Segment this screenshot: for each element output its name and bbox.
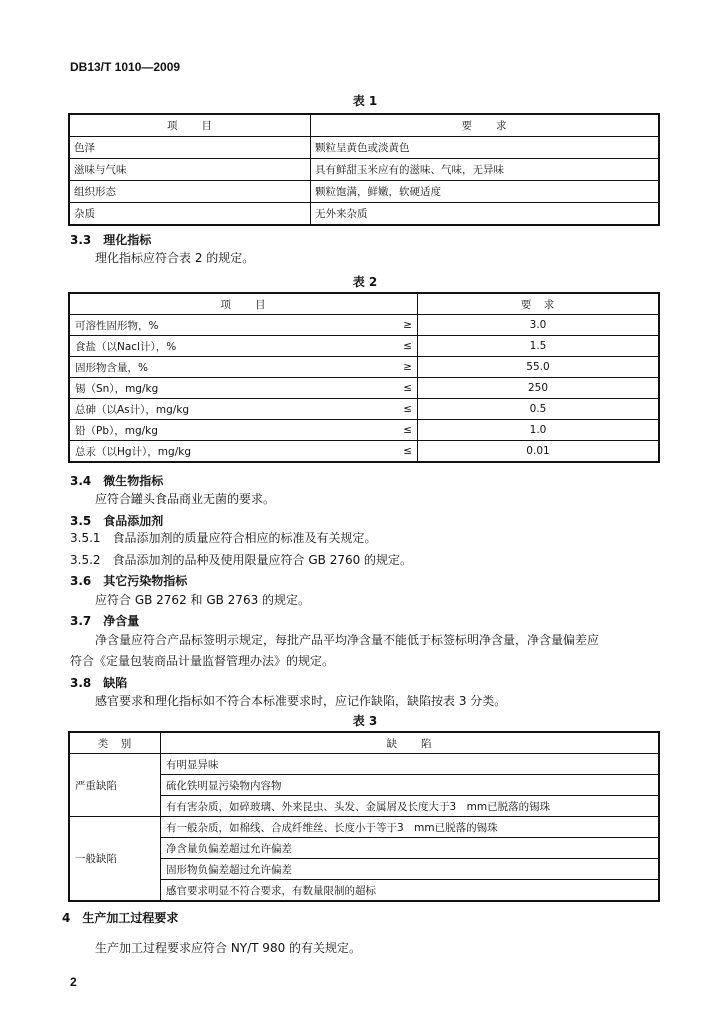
table-row (69, 378, 659, 399)
table2-cell-value: 55.0 (418, 357, 660, 378)
table-row (69, 399, 659, 420)
table1-caption: 表 1 (352, 94, 378, 108)
section-3-6-text: 应符合 GB 2762 和 GB 2763 的规定。 (95, 593, 311, 607)
section-3-4-text: 应符合罐头食品商业无菌的要求。 (95, 492, 276, 506)
table1-cell-requirement: 颗粒饱满，鲜嫩，软硬适度 (311, 181, 660, 203)
table1-cell-item: 滋味与气味 (69, 159, 311, 181)
table2-cell-symbol: ≥ (250, 315, 418, 336)
page-number: 2 (70, 975, 77, 989)
table1-cell-requirement: 无外来杂质 (311, 203, 660, 226)
table1-cell-item: 杂质 (69, 203, 311, 226)
section-3-8-text: 感官要求和理化指标如不符合本标准要求时，应记作缺陷，缺陷按表 3 分类。 (95, 694, 507, 708)
table2-cell-symbol: ≥ (250, 357, 418, 378)
section-3-8-heading: 3.8 缺陷 (70, 676, 128, 690)
table2-header-item: 项 目 (69, 293, 418, 315)
table3-category-general: 一般缺陷 (69, 817, 161, 902)
table1 (68, 113, 660, 226)
table2-cell-symbol: ≤ (250, 336, 418, 357)
table2-cell-value: 3.0 (418, 315, 660, 336)
table2-caption: 表 2 (352, 275, 378, 289)
table2-cell-symbol: ≤ (250, 441, 418, 463)
section-3-5-2-text: 3.5.2 食品添加剂的品种及使用限量应符合 GB 2760 的规定。 (70, 553, 413, 567)
table2-cell-value: 1.0 (418, 420, 660, 441)
table2-cell-item: 食盐（以Nacl计），% (69, 336, 250, 357)
table3-defect-item: 有有害杂质，如碎玻璃、外来昆虫、头发、金属屑及长度大于3 mm已脱落的锡珠 (161, 796, 660, 817)
document-header: DB13/T 1010—2009 (70, 60, 181, 74)
table3-defect-item: 感官要求明显不符合要求，有数量限制的超标 (161, 880, 660, 902)
table3-defect-item: 有一般杂质，如棉线、合成纤维丝、长度小于等于3 mm已脱落的锡珠 (161, 817, 660, 838)
section-3-7-text-line2: 符合《定量包装商品计量监督管理办法》的规定。 (70, 654, 335, 668)
table3-defect-item: 固形物负偏差超过允许偏差 (161, 859, 660, 880)
table2-cell-item: 锡（Sn），mg/kg (69, 378, 250, 399)
section-3-5-heading: 3.5 食品添加剂 (70, 514, 164, 528)
table2-cell-item: 铅（Pb），mg/kg (69, 420, 250, 441)
table2-cell-value: 250 (418, 378, 660, 399)
table3 (68, 731, 660, 902)
table-row (69, 315, 659, 336)
table3-defect-item: 硫化铁明显污染物内容物 (161, 775, 660, 796)
table-row (69, 137, 659, 159)
table2-cell-symbol: ≤ (250, 420, 418, 441)
table-row (69, 441, 659, 463)
table-row (69, 357, 659, 378)
table2-cell-item: 总砷（以As计），mg/kg (69, 399, 250, 420)
section-3-4-heading: 3.4 微生物指标 (70, 474, 164, 488)
table2-cell-item: 可溶性固形物，% (69, 315, 250, 336)
table2-cell-item: 总汞（以Hg计），mg/kg (69, 441, 250, 463)
section-3-7-heading: 3.7 净含量 (70, 614, 140, 628)
table1-cell-requirement: 颗粒呈黄色或淡黄色 (311, 137, 660, 159)
section-3-6-heading: 3.6 其它污染物指标 (70, 574, 188, 588)
table2-cell-value: 0.5 (418, 399, 660, 420)
table1-header-requirement: 要 求 (311, 114, 660, 137)
table3-defect-item: 有明显异味 (161, 754, 660, 775)
table-row (69, 181, 659, 203)
table3-caption: 表 3 (352, 714, 378, 728)
table1-cell-requirement: 具有鲜甜玉米应有的滋味、气味，无异味 (311, 159, 660, 181)
table2-cell-item: 固形物含量，% (69, 357, 250, 378)
section-4-heading: 4 生产加工过程要求 (62, 911, 179, 925)
section-4-text: 生产加工过程要求应符合 NY/T 980 的有关规定。 (95, 941, 362, 955)
section-3-5-1-text: 3.5.1 食品添加剂的质量应符合相应的标准及有关规定。 (70, 531, 377, 545)
table-row (69, 203, 659, 226)
section-3-3-text: 理化指标应符合表 2 的规定。 (95, 251, 255, 265)
section-3-3-heading: 3.3 理化指标 (70, 233, 152, 247)
table-row (69, 754, 659, 775)
table-row (69, 159, 659, 181)
table3-defect-item: 净含量负偏差超过允许偏差 (161, 838, 660, 859)
table2-header-requirement: 要 求 (418, 293, 660, 315)
table1-cell-item: 色泽 (69, 137, 311, 159)
table3-header-defect: 缺 陷 (161, 732, 660, 754)
table1-cell-item: 组织形态 (69, 181, 311, 203)
table2-cell-symbol: ≤ (250, 378, 418, 399)
table3-header-category: 类 别 (69, 732, 161, 754)
table1-header-item: 项 目 (69, 114, 311, 137)
table2-cell-symbol: ≤ (250, 399, 418, 420)
section-3-7-text-line1: 净含量应符合产品标签明示规定，每批产品平均净含量不能低于标签标明净含量，净含量偏差应 (95, 633, 600, 647)
table2-cell-value: 0.01 (418, 441, 660, 463)
table-row (69, 817, 659, 838)
table-row (69, 336, 659, 357)
table2 (68, 292, 660, 463)
table3-category-serious: 严重缺陷 (69, 754, 161, 817)
table-row (69, 420, 659, 441)
table2-cell-value: 1.5 (418, 336, 660, 357)
